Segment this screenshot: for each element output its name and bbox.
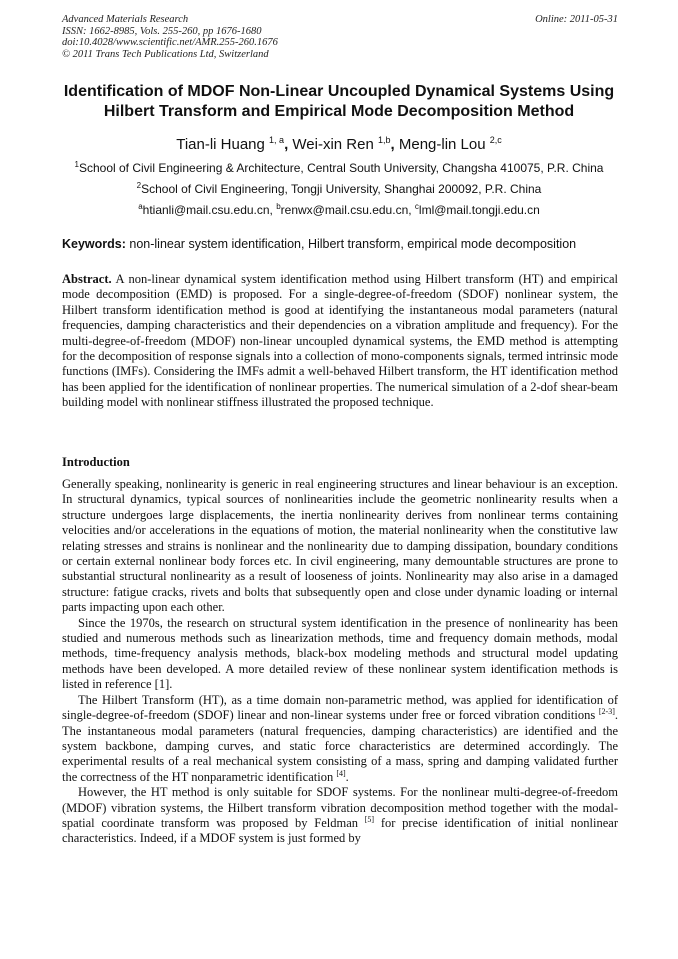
- affiliation-1: [40, 158, 638, 175]
- affiliation-text: School of Civil Engineering, Tongji University, Shanghai 200092, P.R. China: [141, 182, 542, 196]
- abstract: [62, 272, 618, 411]
- email-mark: b: [276, 202, 281, 211]
- keywords: [62, 237, 618, 252]
- email-mark: c: [414, 202, 419, 211]
- email-address[interactable]: renwx@mail.csu.edu.cn,: [280, 203, 415, 217]
- paragraph-text: . The instantaneous modal parameters (natural frequencies, damping characteristics) are identified and the system backbone, damping curves, and static force characteristics are determined accordingly. The experimental results of a real mechanical system consisting of a mass, spring and damping validated further the correctness of the HT nonparametric identification: [62, 708, 618, 784]
- paragraph-text: The Hilbert Transform (HT), as a time domain non-parametric method, was applied for identification of single-degree-of-freedom (SDOF) linear and non-linear systems under free or forced vibration conditions: [62, 692, 618, 723]
- keywords-label: Keywords:: [62, 237, 126, 251]
- author-separator: ,: [284, 136, 289, 153]
- paper-title: Identification of MDOF Non-Linear Uncoupled Dynamical Systems Using Hilbert Transform and Empirical Mode Decomposition Method: [63, 83, 615, 120]
- email-address[interactable]: lml@mail.tongji.edu.cn: [418, 203, 540, 217]
- paragraph: Since the 1970s, the research on structural system identification in the presence of nonlinearity has been studied and numerous methods such as linearization methods, time and frequency domain methods, modal methods, time-frequency analysis methods, black-box modeling methods and structural model updating methods have been developed. A more detailed review of these nonlinear system identification methods is listed in reference [1].: [62, 615, 618, 692]
- author-affiliation-mark: 2,c: [489, 135, 502, 145]
- affiliation-mark: 1: [74, 160, 79, 169]
- author-name: Tian-li Huang: [176, 136, 265, 153]
- abstract-text: A non-linear dynamical system identification method using Hilbert transform (HT) and empirical mode decomposition (EMD) is proposed. For a single-degree-of-freedom (SDOF) nonlinear system, the Hilbert transform identification method is good at identifying the instantaneous modal parameters (natural frequencies, damping characteristics and their dependencies on a vibration amplitude and frequency). For the multi-degree-of-freedom (MDOF) non-linear uncoupled dynamical systems, the EMD method is attempting for the decomposition of response signals into a collection of mono-components signals, termed intrinsic mode functions (IMFs). Considering the IMFs admit a well-behaved Hilbert transform, the HT identification method has been applied for the identification of nonlinear properties. The numerical simulation of a 2-dof shear-beam building model with nonlinear stiffness illustrated the proposed technique.: [62, 272, 618, 410]
- email-line: [40, 200, 638, 217]
- copyright-line: © 2011 Trans Tech Publications Ltd, Switzerland: [62, 48, 269, 60]
- keywords-text: non-linear system identification, Hilbert transform, empirical mode decomposition: [125, 237, 577, 251]
- author-separator: ,: [390, 136, 395, 153]
- section-heading-introduction: Introduction: [62, 455, 130, 469]
- paragraph-text: for precise identification of initial nonlinear characteristics. Indeed, if a MDOF system is just formed by: [62, 815, 618, 846]
- journal-header: [62, 14, 618, 60]
- paragraph-text: However, the HT method is only suitable for SDOF systems. For the nonlinear multi-degree-of-freedom (MDOF) vibration systems, the Hilbert transform vibration decomposition method together with the modal-spatial coordinate transform was proposed by Feldman: [62, 785, 618, 830]
- citation[interactable]: [4]: [336, 768, 346, 778]
- affiliation-text: School of Civil Engineering & Architecture, Central South University, Changsha 410075, P.R. China: [78, 161, 604, 175]
- paragraph-text: .: [345, 769, 349, 784]
- author-affiliation-mark: 1, a: [269, 135, 285, 145]
- abstract-label: Abstract.: [62, 272, 112, 286]
- online-date: Online: 2011-05-31: [535, 14, 618, 25]
- author-name: Meng-lin Lou: [398, 136, 486, 153]
- affiliation-mark: 2: [136, 181, 142, 190]
- introduction-body: [62, 477, 618, 847]
- author-line: [50, 131, 628, 154]
- citation[interactable]: [5]: [364, 814, 375, 824]
- email-mark: a: [138, 202, 143, 211]
- email-address[interactable]: htianli@mail.csu.edu.cn,: [142, 203, 277, 217]
- paragraph: [62, 785, 618, 847]
- paragraph: Generally speaking, nonlinearity is generic in real engineering structures and linear behaviour is an exception. In structural dynamics, typical sources of nonlinearities include the geometric nonlinearity results when a structure undergoes large displacements, the inertia nonlinearity derives from nonlinear terms containing velocities and/or accelerations in the equations of motion, the material nonlinearity when the constitutive law relating stresses and strains is nonlinear and the nonlinearity due to damping dissipation, boundary conditions or certain external nonlinear body forces etc. In civil engineering, many demountable structures are prone to substantial structural nonlinearity as a result of looseness of joints. Nonlinearity may also arise in a damaged structure: fatigue cracks, rivets and bolts that subsequently open and close under dynamic loading or internal parts impacting upon each other.: [62, 477, 618, 615]
- journal-name: Advanced Materials Research: [62, 14, 189, 25]
- doi-line: doi:10.4028/www.scientific.net/AMR.255-260.1676: [62, 37, 278, 48]
- issn-line: ISSN: 1662-8985, Vols. 255-260, pp 1676-1680: [62, 25, 262, 37]
- author-affiliation-mark: 1,b: [378, 135, 391, 145]
- citation[interactable]: [2-3]: [598, 706, 615, 716]
- paragraph: [62, 693, 618, 785]
- affiliation-2: [40, 179, 638, 196]
- author-name: Wei-xin Ren: [292, 136, 374, 153]
